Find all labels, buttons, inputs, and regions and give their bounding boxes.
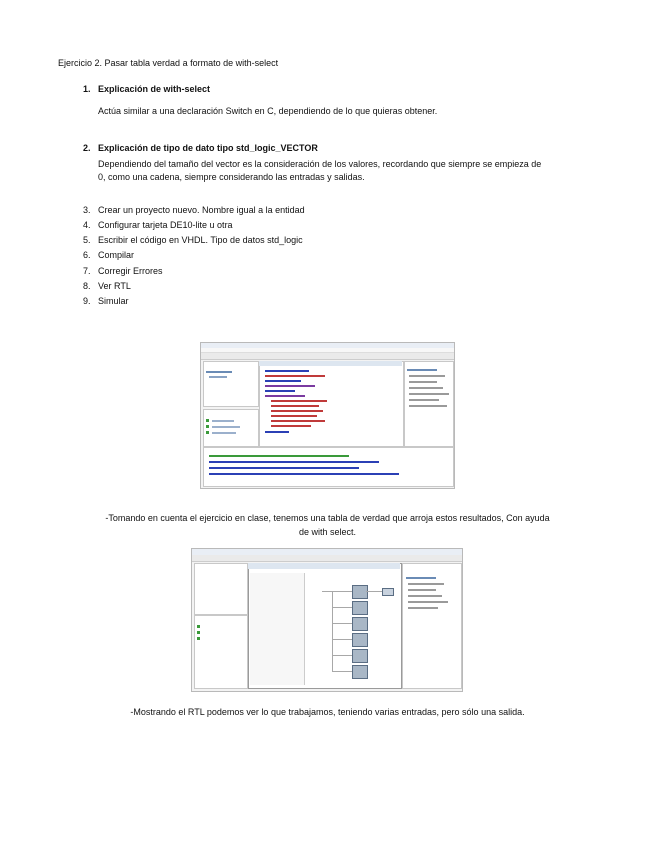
step-9 [83, 296, 129, 307]
step-text: Compilar [98, 250, 135, 260]
step-3 [83, 205, 305, 216]
step-5 [83, 235, 303, 246]
step-text: Simular [98, 296, 129, 306]
step-text: Escribir el código en VHDL. Tipo de datos std_logic [98, 235, 303, 245]
section-1-title: Explicación de with-select [98, 84, 211, 94]
step-number: 3. [83, 205, 91, 215]
step-7 [83, 266, 163, 277]
section-1-body: Actúa similar a una declaración Switch en C, dependiendo de lo que quieras obtener. [98, 106, 438, 116]
section-2-body-line-2: 0, como una cadena, siempre considerando las entradas y salidas. [98, 172, 365, 182]
step-number: 5. [83, 235, 91, 245]
exercise-heading: Ejercicio 2. Pasar tabla verdad a formato de with-select [58, 58, 279, 68]
screenshot-rtl-viewer [191, 548, 463, 692]
step-number: 7. [83, 266, 91, 276]
section-2-number: 2. [83, 143, 91, 153]
caption-2: -Mostrando el RTL podemos ver lo que trabajamos, teniendo varias entradas, pero sólo una salida. [130, 707, 525, 717]
step-text: Corregir Errores [98, 266, 163, 276]
screenshot-quartus-vhdl-editor [200, 342, 455, 489]
step-6 [83, 250, 135, 261]
section-1-number: 1. [83, 84, 91, 94]
step-text: Ver RTL [98, 281, 131, 291]
caption-1-line-2: de with select. [298, 527, 357, 537]
step-number: 4. [83, 220, 91, 230]
step-8 [83, 281, 131, 292]
section-2-title: Explicación de tipo de dato tipo std_logic_VECTOR [98, 143, 318, 153]
step-text: Configurar tarjeta DE10-lite u otra [98, 220, 233, 230]
step-text: Crear un proyecto nuevo. Nombre igual a la entidad [98, 205, 305, 215]
step-4 [83, 220, 233, 231]
caption-1-line-1: -Tomando en cuenta el ejercicio en clase, tenemos una tabla de verdad que arroja estos resultados, Con ayuda [105, 513, 550, 523]
step-number: 9. [83, 296, 91, 306]
section-2-body-line-1: Dependiendo del tamaño del vector es la consideración de los valores, recordando que siempre se empieza de [98, 159, 542, 169]
step-number: 8. [83, 281, 91, 291]
step-number: 6. [83, 250, 91, 260]
